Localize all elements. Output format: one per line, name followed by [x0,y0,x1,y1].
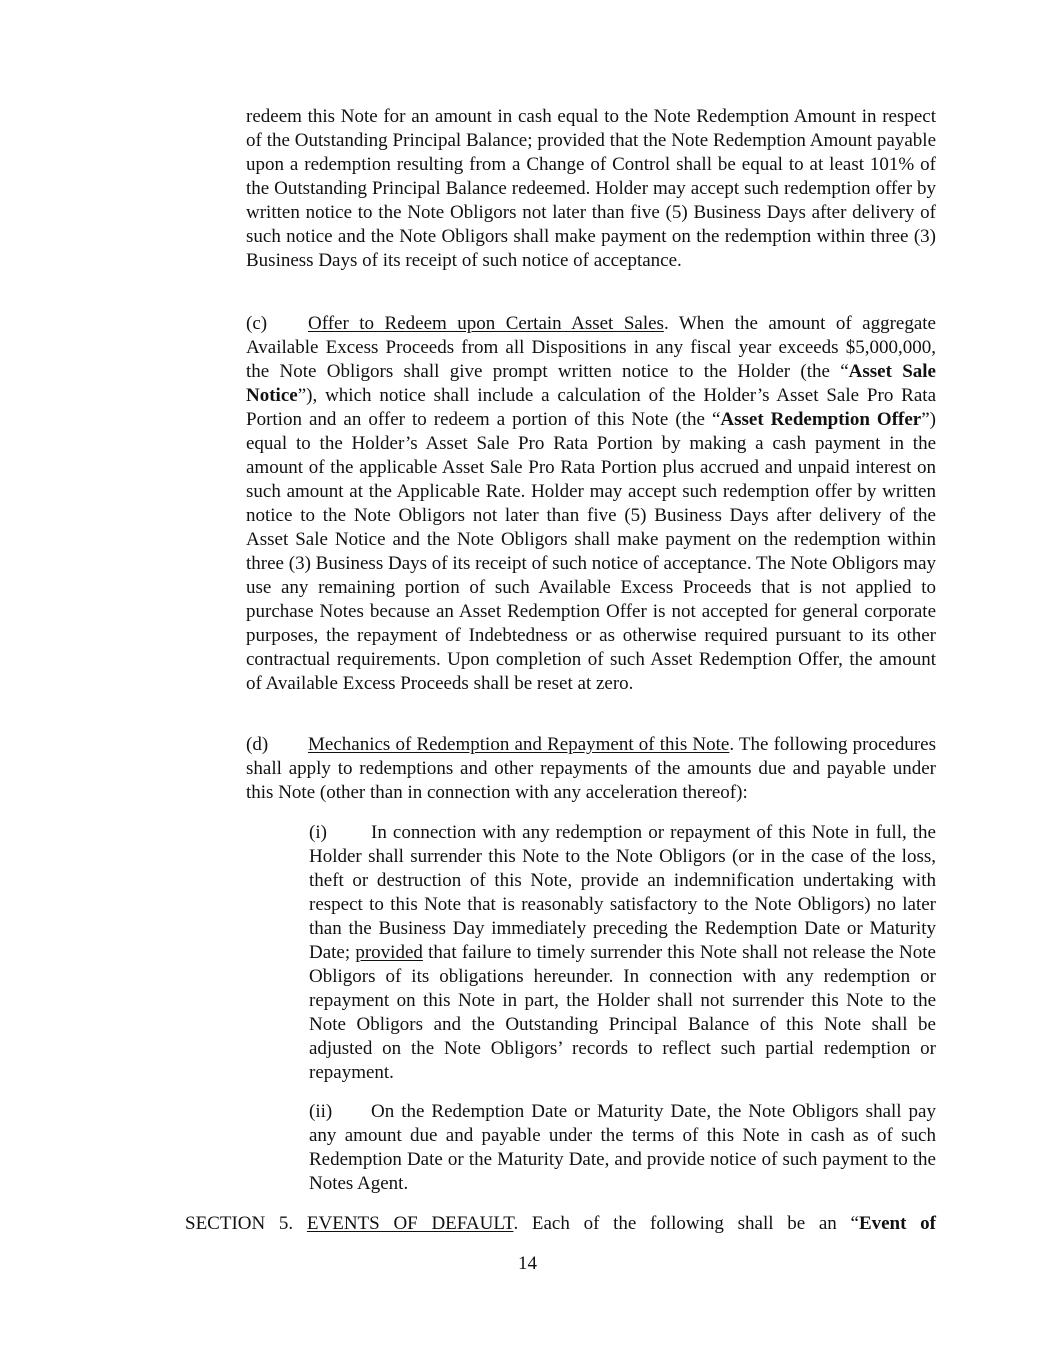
paragraph-d [246,733,936,805]
paragraph-d-ii-label: (ii) [309,1101,333,1122]
paragraph-b-continuation: redeem this Note for an amount in cash equal to the Note Redemption Amount in respect of the Outstanding Principal Balance; provided that the Note Redemption Amount payable upon a redemption resulting from a Change of Control shall be equal to at least 101% of the Outstanding Principal Balance redeemed. Holder may accept such redemption offer by written notice to the Note Obligors not later than five (5) Business Days after delivery of such notice and the Note Obligors shall make payment on the redemption within three (3) Business Days of its receipt of such notice of acceptance. [246,106,936,271]
section-5-prefix: SECTION 5. [185,1213,307,1234]
section-5-heading [185,1212,936,1236]
paragraph-d-i-text-2: that failure to timely surrender this Note shall not release the Note Obligors of its obligations hereunder. In connection with any redemption or repayment on this Note in part, the Holder shall not surrender this Note to the Note Obligors and the Outstanding Principal Balance of this Note shall be adjusted on the Note Obligors’ records to reflect such partial redemption or repayment. [309,942,936,1083]
paragraph-d-i-text-1: In connection with any redemption or repayment of this Note in full, the Holder shall surrender this Note to the Note Obligors (or in the case of the loss, theft or destruction of this Note, provide an indemnification undertaking with respect to this Note that is reasonably satisfactory to the Note Obligors) no later than the Business Day immediately preceding the Redemption Date or Maturity Date; [309,822,936,963]
section-5-text: . Each of the following shall be an “ [513,1213,859,1234]
paragraph-c-text-1: . When the amount of aggregate Available Excess Proceeds from all Dispositions in any fiscal year exceeds $5,000,000, the Note Obligors shall give prompt written notice to the Holder (the “ [246,313,936,382]
paragraph-c-heading: Offer to Redeem upon Certain Asset Sales [308,313,664,334]
paragraph-d-label: (d) [246,734,269,755]
paragraph-d-heading: Mechanics of Redemption and Repayment of this Note [308,734,730,755]
paragraph-d-i [309,821,936,1085]
provided-term: provided [355,942,423,963]
paragraph-d-ii-text: On the Redemption Date or Maturity Date, the Note Obligors shall pay any amount due and payable under the terms of this Note in cash as of such Redemption Date or the Maturity Date, and provide notice of such payment to the Notes Agent. [309,1101,936,1194]
paragraph-c [246,312,936,696]
paragraph-c-text-2: ”), which notice shall include a calculation of the Holder’s Asset Sale Pro Rata Portion and an offer to redeem a portion of this Note (the “ [246,385,936,430]
asset-sale-notice-term: Asset Sale Notice [246,361,936,406]
page-number: 14 [518,1253,537,1274]
events-of-default-heading: EVENTS OF DEFAULT [306,1213,514,1234]
paragraph-d-ii [309,1100,936,1196]
asset-redemption-offer-term: Asset Redemption Offer [720,409,922,430]
event-of-term: Event of [858,1213,936,1234]
paragraph-d-text: . The following procedures shall apply to redemptions and other repayments of the amounts due and payable under this Note (other than in connection with any acceleration thereof): [246,734,936,803]
paragraph-d-i-label: (i) [309,822,327,843]
paragraph-c-label: (c) [246,313,268,334]
paragraph-c-text-3: ”) equal to the Holder’s Asset Sale Pro Rata Portion by making a cash payment in the amount of the applicable Asset Sale Pro Rata Portion plus accrued and unpaid interest on such amount at the Applicable Rate. Holder may accept such redemption offer by written notice to the Note Obligors not later than five (5) Business Days after delivery of the Asset Sale Notice and the Note Obligors shall make payment on the redemption within three (3) Business Days of its receipt of such notice of acceptance. The Note Obligors may use any remaining portion of such Available Excess Proceeds that is not applied to purchase Notes because an Asset Redemption Offer is not accepted for general corporate purposes, the repayment of Indebtedness or as otherwise required pursuant to its other contractual requirements. Upon completion of such Asset Redemption Offer, the amount of Available Excess Proceeds shall be reset at zero. [246,409,936,694]
